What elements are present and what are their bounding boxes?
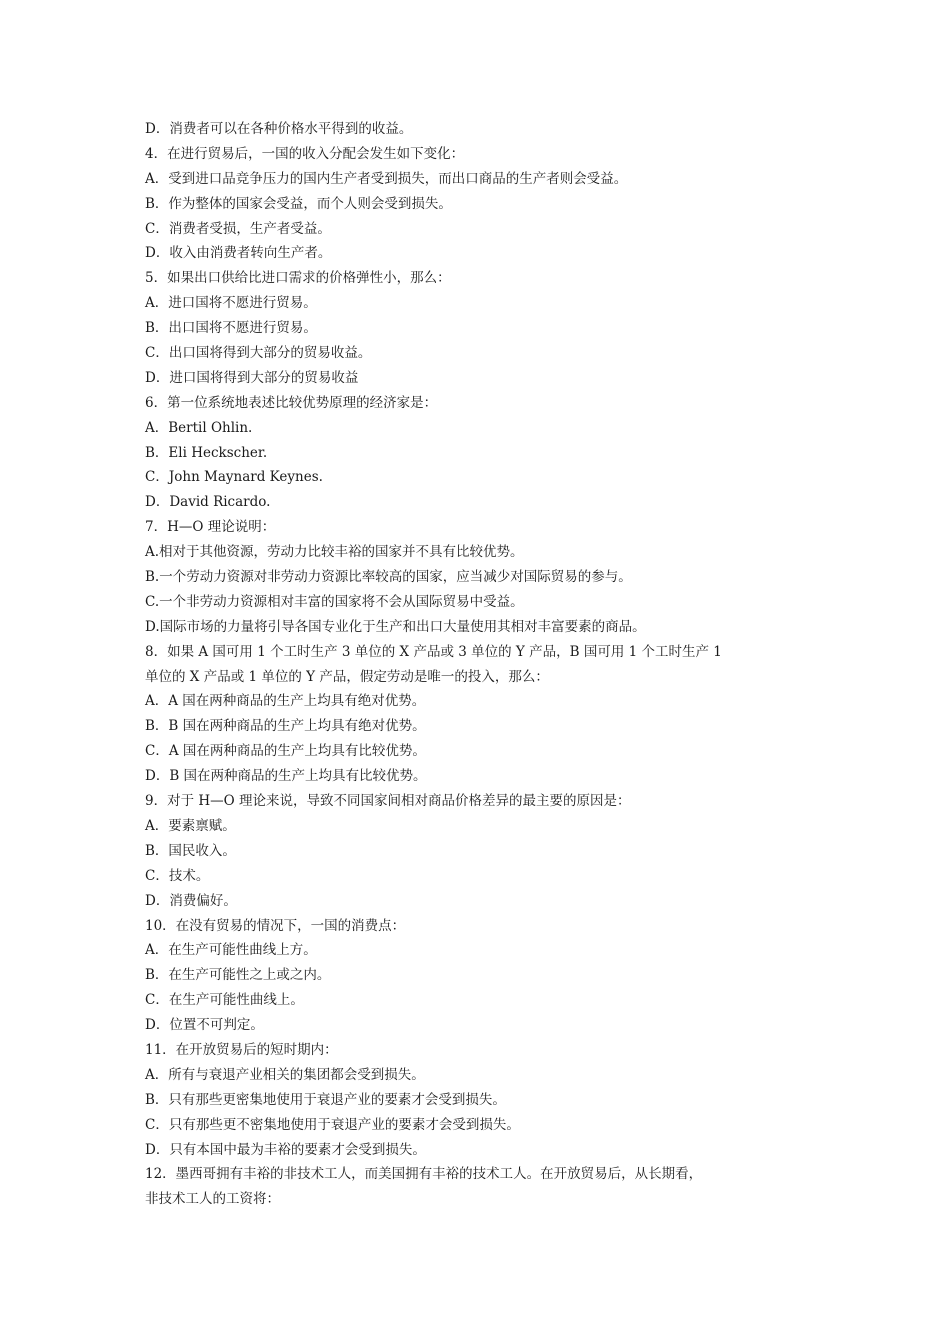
option-line: A．受到进口品竞争压力的国内生产者受到损失，而出口商品的生产者则会受益。 <box>145 170 628 187</box>
option-line: A.相对于其他资源，劳动力比较丰裕的国家并不具有比较优势。 <box>145 544 524 561</box>
option-line: B．出口国将不愿进行贸易。 <box>145 320 317 337</box>
option-line: D．位置不可判定。 <box>145 1017 264 1034</box>
option-line: B．国民收入。 <box>145 842 236 859</box>
option-line: D．进口国将得到大部分的贸易收益 <box>145 369 359 386</box>
option-line: D．只有本国中最为丰裕的要素才会受到损失。 <box>145 1141 426 1158</box>
option-line: C．在生产可能性曲线上。 <box>145 992 304 1009</box>
option-line: B．Eli Heckscher. <box>145 444 268 461</box>
question-line: 4．在进行贸易后，一国的收入分配会发生如下变化： <box>145 145 465 162</box>
option-line: D．消费偏好。 <box>145 892 237 909</box>
option-line: C．消费者受损，生产者受益。 <box>145 220 331 237</box>
option-line: C．出口国将得到大部分的贸易收益。 <box>145 345 372 362</box>
option-line: A．所有与衰退产业相关的集团都会受到损失。 <box>145 1066 425 1083</box>
text-line: D．消费者可以在各种价格水平得到的收益。 <box>145 121 413 137</box>
option-line: D．收入由消费者转向生产者。 <box>145 245 332 262</box>
option-line: A．在生产可能性曲线上方。 <box>145 942 317 959</box>
option-line: B．在生产可能性之上或之内。 <box>145 967 331 984</box>
question-line: 11．在开放贸易后的短时期内： <box>145 1041 338 1058</box>
question-line: 7．H—O 理论说明： <box>145 519 276 536</box>
option-line: A．进口国将不愿进行贸易。 <box>145 295 317 312</box>
question-line: 12．墨西哥拥有丰裕的非技术工人，而美国拥有丰裕的技术工人。在开放贸易后，从长期看， <box>145 1166 703 1183</box>
option-line: B．作为整体的国家会受益，而个人则会受到损失。 <box>145 195 452 212</box>
option-line: D．David Ricardo. <box>145 494 271 511</box>
option-line: B．只有那些更密集地使用于衰退产业的要素才会受到损失。 <box>145 1091 506 1108</box>
option-line: C．技术。 <box>145 867 210 884</box>
option-line: B.一个劳动力资源对非劳动力资源比率较高的国家，应当减少对国际贸易的参与。 <box>145 569 632 586</box>
question-line-continued: 单位的 X 产品或 1 单位的 Y 产品，假定劳动是唯一的投入，那么： <box>145 668 549 685</box>
option-line: B．B 国在两种商品的生产上均具有绝对优势。 <box>145 718 426 735</box>
question-line: 8．如果 A 国可用 1 个工时生产 3 单位的 X 产品或 3 单位的 Y 产品，B 国可用 1 个工时生产 1 <box>145 643 722 660</box>
option-line: D．B 国在两种商品的生产上均具有比较优势。 <box>145 768 427 785</box>
option-line: C.一个非劳动力资源相对丰富的国家将不会从国际贸易中受益。 <box>145 593 524 610</box>
option-line: C．只有那些更不密集地使用于衰退产业的要素才会受到损失。 <box>145 1116 520 1133</box>
question-line: 10．在没有贸易的情况下，一国的消费点： <box>145 917 406 934</box>
option-line: C．A 国在两种商品的生产上均具有比较优势。 <box>145 743 426 760</box>
option-line: D.国际市场的力量将引导各国专业化于生产和出口大量使用其相对丰富要素的商品。 <box>145 618 646 635</box>
question-line: 6．第一位系统地表述比较优势原理的经济家是： <box>145 394 438 411</box>
question-line: 9．对于 H—O 理论来说，导致不同国家间相对商品价格差异的最主要的原因是： <box>145 793 631 810</box>
document-page <box>145 117 815 1212</box>
option-line: A．A 国在两种商品的生产上均具有绝对优势。 <box>145 693 426 710</box>
question-line-continued: 非技术工人的工资将： <box>145 1191 280 1208</box>
option-line: A．Bertil Ohlin. <box>145 419 253 436</box>
option-line: C．John Maynard Keynes. <box>145 469 323 486</box>
option-line: A．要素禀赋。 <box>145 817 236 834</box>
question-line: 5．如果出口供给比进口需求的价格弹性小，那么： <box>145 270 451 287</box>
